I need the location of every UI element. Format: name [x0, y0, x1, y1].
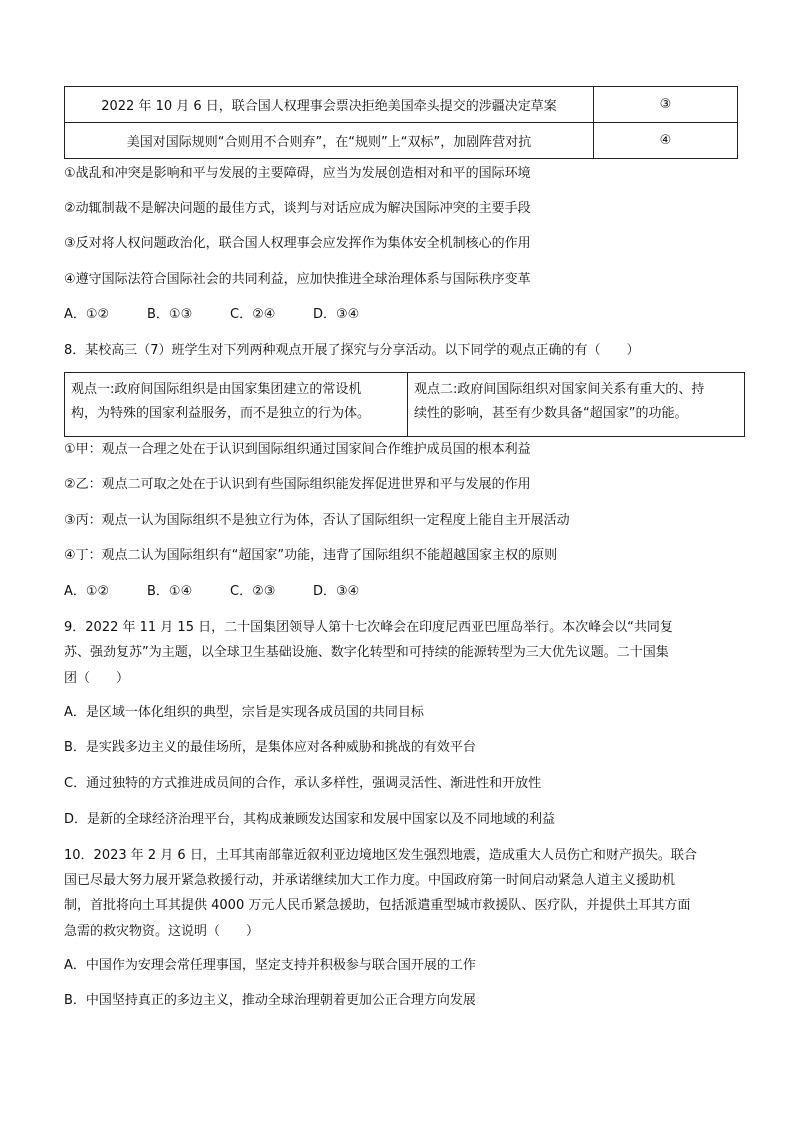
events-table	[64, 86, 738, 159]
q10-option-b[interactable]: B．中国坚持真正的多边主义，推动全球治理朝着更加公正合理方向发展	[64, 993, 476, 1008]
table-row	[65, 373, 745, 437]
q10-stem-line-4: 急需的救灾物资。这说明（ ）	[64, 924, 260, 939]
q7-option-d[interactable]: D．③④	[313, 307, 360, 322]
q7-statement-2: ②动辄制裁不是解决问题的最佳方式，谈判与对话应成为解决国际冲突的主要手段	[64, 201, 531, 216]
q9-stem-line-2: 苏、强劲复苏”为主题，以全球卫生基础设施、数字化转型和可持续的能源转型为三大优先议题。二十国集	[64, 645, 669, 660]
q9-stem-line-1: 9．2022 年 11 月 15 日，二十国集团领导人第十七次峰会在印度尼西亚巴厘岛举行。本次峰会以“共同复	[64, 620, 673, 635]
viewpoint-one-line-1: 观点一:政府间国际组织是由国家集团建立的常设机	[71, 382, 362, 397]
viewpoint-one-line-2: 构，为特殊的国家利益服务，而不是独立的行为体。	[71, 406, 371, 421]
q8-option-d[interactable]: D．③④	[313, 584, 360, 599]
q7-option-b[interactable]: B．①③	[147, 307, 193, 322]
viewpoint-two	[408, 373, 745, 437]
q7-option-a[interactable]: A．①②	[64, 307, 110, 322]
q9-option-b[interactable]: B．是实践多边主义的最佳场所，是集体应对各种威胁和挑战的有效平台	[64, 740, 476, 755]
q8-statement-2: ②乙：观点二可取之处在于认识到有些国际组织能发挥促进世界和平与发展的作用	[64, 477, 531, 492]
q8-statement-4: ④丁：观点二认为国际组织有“超国家”功能，违背了国际组织不能超越国家主权的原则	[64, 548, 558, 563]
q9-option-a[interactable]: A．是区域一体化组织的典型，宗旨是实现各成员国的共同目标	[64, 705, 424, 720]
table-row	[65, 87, 738, 123]
q8-options	[64, 582, 359, 602]
q7-statement-4: ④遵守国际法符合国际社会的共同利益，应加快推进全球治理体系与国际秩序变革	[64, 272, 531, 287]
q7-statement-3: ③反对将人权问题政治化，联合国人权理事会应发挥作为集体安全机制核心的作用	[64, 236, 531, 251]
q8-option-c[interactable]: C．②③	[230, 584, 276, 599]
table-row	[65, 123, 738, 159]
q7-statement-1: ①战乱和冲突是影响和平与发展的主要障碍，应当为发展创造相对和平的国际环境	[64, 166, 531, 181]
table-cell-event: 美国对国际规则“合则用不合则弃”，在“规则”上“双标”，加剧阵营对抗	[65, 123, 594, 159]
q8-statement-1: ①甲：观点一合理之处在于认识到国际组织通过国家间合作维护成员国的根本利益	[64, 442, 531, 457]
q10-stem-line-1: 10．2023 年 2 月 6 日，土耳其南部靠近叙利亚边境地区发生强烈地震，造成重大人员伤亡和财产损失。联合	[64, 848, 697, 863]
viewpoint-two-line-2: 续性的影响，甚至有少数具备“超国家”的功能。	[414, 406, 688, 421]
q8-option-a[interactable]: A．①②	[64, 584, 110, 599]
table-cell-number: ④	[594, 123, 738, 159]
q8-statement-3: ③丙：观点一认为国际组织不是独立行为体，否认了国际组织一定程度上能自主开展活动	[64, 513, 570, 528]
q7-option-c[interactable]: C．②④	[230, 307, 276, 322]
viewpoints-table	[64, 372, 745, 437]
table-cell-number: ③	[594, 87, 738, 123]
q10-stem-line-2: 国已尽最大努力展开紧急救援行动，并承诺继续加大工作力度。中国政府第一时间启动紧急人道主义援助机	[64, 873, 676, 888]
q8-stem: 8．某校高三（7）班学生对下列两种观点开展了探究与分享活动。以下同学的观点正确的有（ ）	[64, 343, 640, 358]
viewpoint-one	[65, 373, 408, 437]
q9-option-c[interactable]: C．通过独特的方式推进成员间的合作，承认多样性，强调灵活性、渐进性和开放性	[64, 776, 542, 791]
q10-option-a[interactable]: A．中国作为安理会常任理事国，坚定支持并积极参与联合国开展的工作	[64, 958, 476, 973]
q9-stem-line-3: 团（ ）	[64, 671, 130, 686]
q8-option-b[interactable]: B．①④	[147, 584, 193, 599]
q9-option-d[interactable]: D．是新的全球经济治理平台，其构成兼顾发达国家和发展中国家以及不同地域的利益	[64, 812, 556, 827]
table-cell-event: 2022 年 10 月 6 日，联合国人权理事会票决拒绝美国牵头提交的涉疆决定草案	[65, 87, 594, 123]
viewpoint-two-line-1: 观点二:政府间国际组织对国家间关系有重大的、持	[414, 382, 705, 397]
q7-options	[64, 305, 359, 325]
q10-stem-line-3: 制，首批将向土耳其提供 4000 万元人民币紧急援助，包括派遣重型城市救援队、医疗队，并提供土耳其方面	[64, 898, 691, 913]
